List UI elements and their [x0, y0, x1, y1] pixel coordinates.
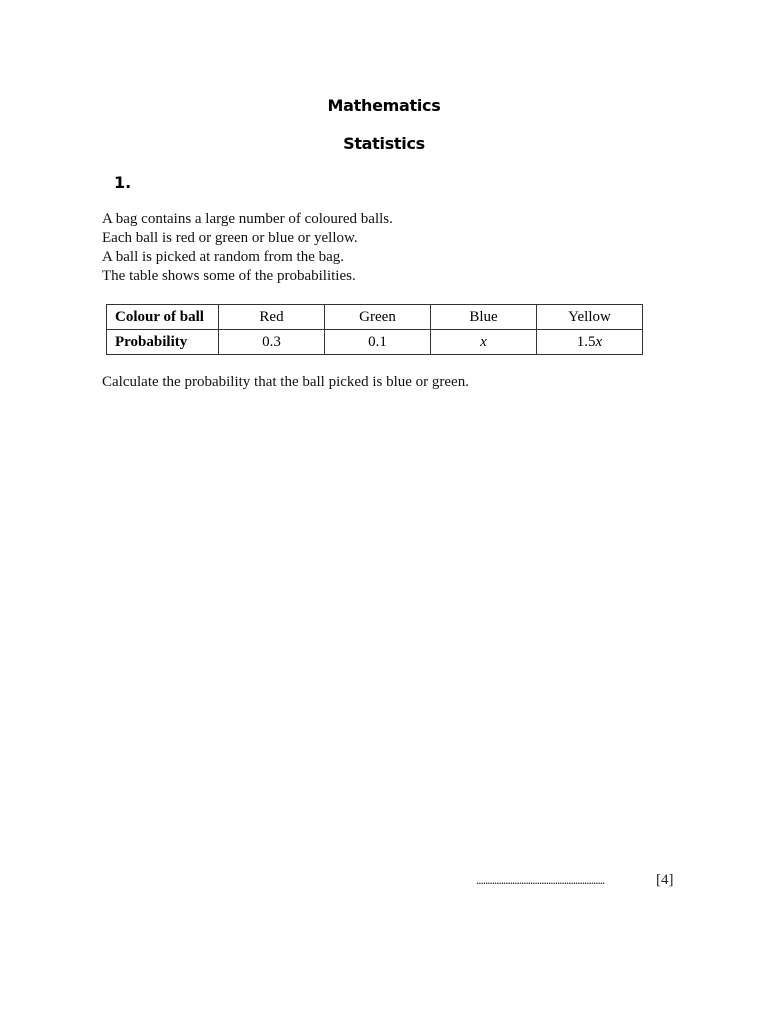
question-intro [102, 210, 393, 286]
table-header-colour: Colour of ball [107, 305, 219, 330]
marks-label: [4] [656, 872, 674, 888]
table-cell-prob-green: 0.1 [325, 330, 431, 355]
table-cell-prob-yellow: 1.5x [537, 330, 643, 355]
table-row-colour [107, 305, 643, 330]
table-cell-green: Green [325, 305, 431, 330]
intro-line: Each ball is red or green or blue or yellow. [102, 230, 358, 246]
question-number: 1. [114, 173, 132, 192]
table-header-probability: Probability [107, 330, 219, 355]
intro-line: A bag contains a large number of coloured balls. [102, 211, 393, 227]
intro-line: A ball is picked at random from the bag. [102, 249, 345, 265]
table-cell-prob-red: 0.3 [219, 330, 325, 355]
page-subtitle: Statistics [343, 134, 425, 153]
table-cell-red: Red [219, 305, 325, 330]
probability-table [106, 304, 643, 355]
table-row-probability [107, 330, 643, 355]
table-cell-prob-blue: x [431, 330, 537, 355]
table-cell-yellow: Yellow [537, 305, 643, 330]
page-title: Mathematics [327, 96, 441, 115]
intro-line: The table shows some of the probabilities. [102, 268, 356, 284]
question-prompt: Calculate the probability that the ball picked is blue or green. [102, 374, 469, 390]
answer-line[interactable]: ......................................................... [476, 872, 605, 887]
table-cell-blue: Blue [431, 305, 537, 330]
